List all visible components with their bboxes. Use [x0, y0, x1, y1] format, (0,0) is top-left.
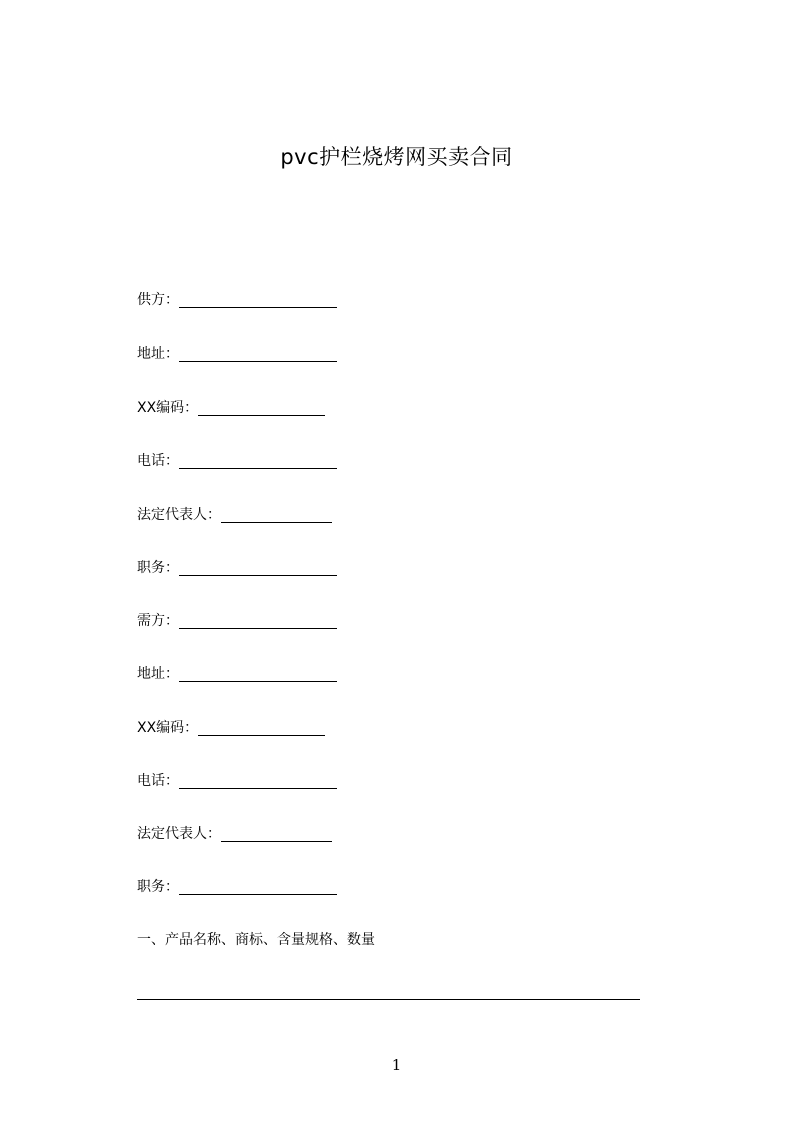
- buyer-position-field: [137, 878, 337, 896]
- supplier-field: [137, 291, 337, 309]
- buyer-address-field: [137, 665, 337, 683]
- supplier-postcode-field: [137, 399, 325, 417]
- fill-in-blank: [221, 825, 332, 842]
- page-number: 1: [391, 1056, 402, 1074]
- field-label: 电话：: [137, 773, 179, 789]
- fill-in-blank: [179, 452, 337, 469]
- field-label: XX编码：: [137, 400, 199, 416]
- fill-in-blank: [179, 878, 337, 895]
- buyer-field: [137, 612, 337, 630]
- field-label: 地址：: [137, 666, 179, 682]
- fill-in-blank: [198, 719, 325, 736]
- fill-in-line: [137, 999, 640, 1000]
- supplier-address-field: [137, 345, 337, 363]
- buyer-phone-field: [137, 772, 337, 790]
- fill-in-blank: [179, 772, 337, 789]
- fill-in-blank: [179, 612, 337, 629]
- supplier-position-field: [137, 559, 337, 577]
- buyer-postcode-field: [137, 719, 325, 737]
- field-label: XX编码：: [137, 720, 199, 736]
- supplier-legal-rep-field: [137, 506, 332, 524]
- field-label: 电话：: [137, 453, 179, 469]
- field-label: 需方：: [137, 613, 179, 629]
- field-label: 地址：: [137, 346, 179, 362]
- buyer-legal-rep-field: [137, 825, 332, 843]
- field-label: 法定代表人：: [137, 507, 221, 523]
- fill-in-blank: [179, 345, 337, 362]
- supplier-phone-field: [137, 452, 337, 470]
- fill-in-blank: [179, 559, 337, 576]
- field-label: 供方：: [137, 292, 179, 308]
- field-label: 职务：: [137, 560, 179, 576]
- fill-in-blank: [179, 665, 337, 682]
- fill-in-blank: [198, 399, 325, 416]
- field-label: 职务：: [137, 879, 179, 895]
- document-title: pvc护栏烧烤网买卖合同: [280, 145, 513, 169]
- field-label: 法定代表人：: [137, 826, 221, 842]
- section-heading: 一、产品名称、商标、含量规格、数量: [137, 932, 375, 948]
- fill-in-blank: [179, 291, 337, 308]
- fill-in-blank: [221, 506, 332, 523]
